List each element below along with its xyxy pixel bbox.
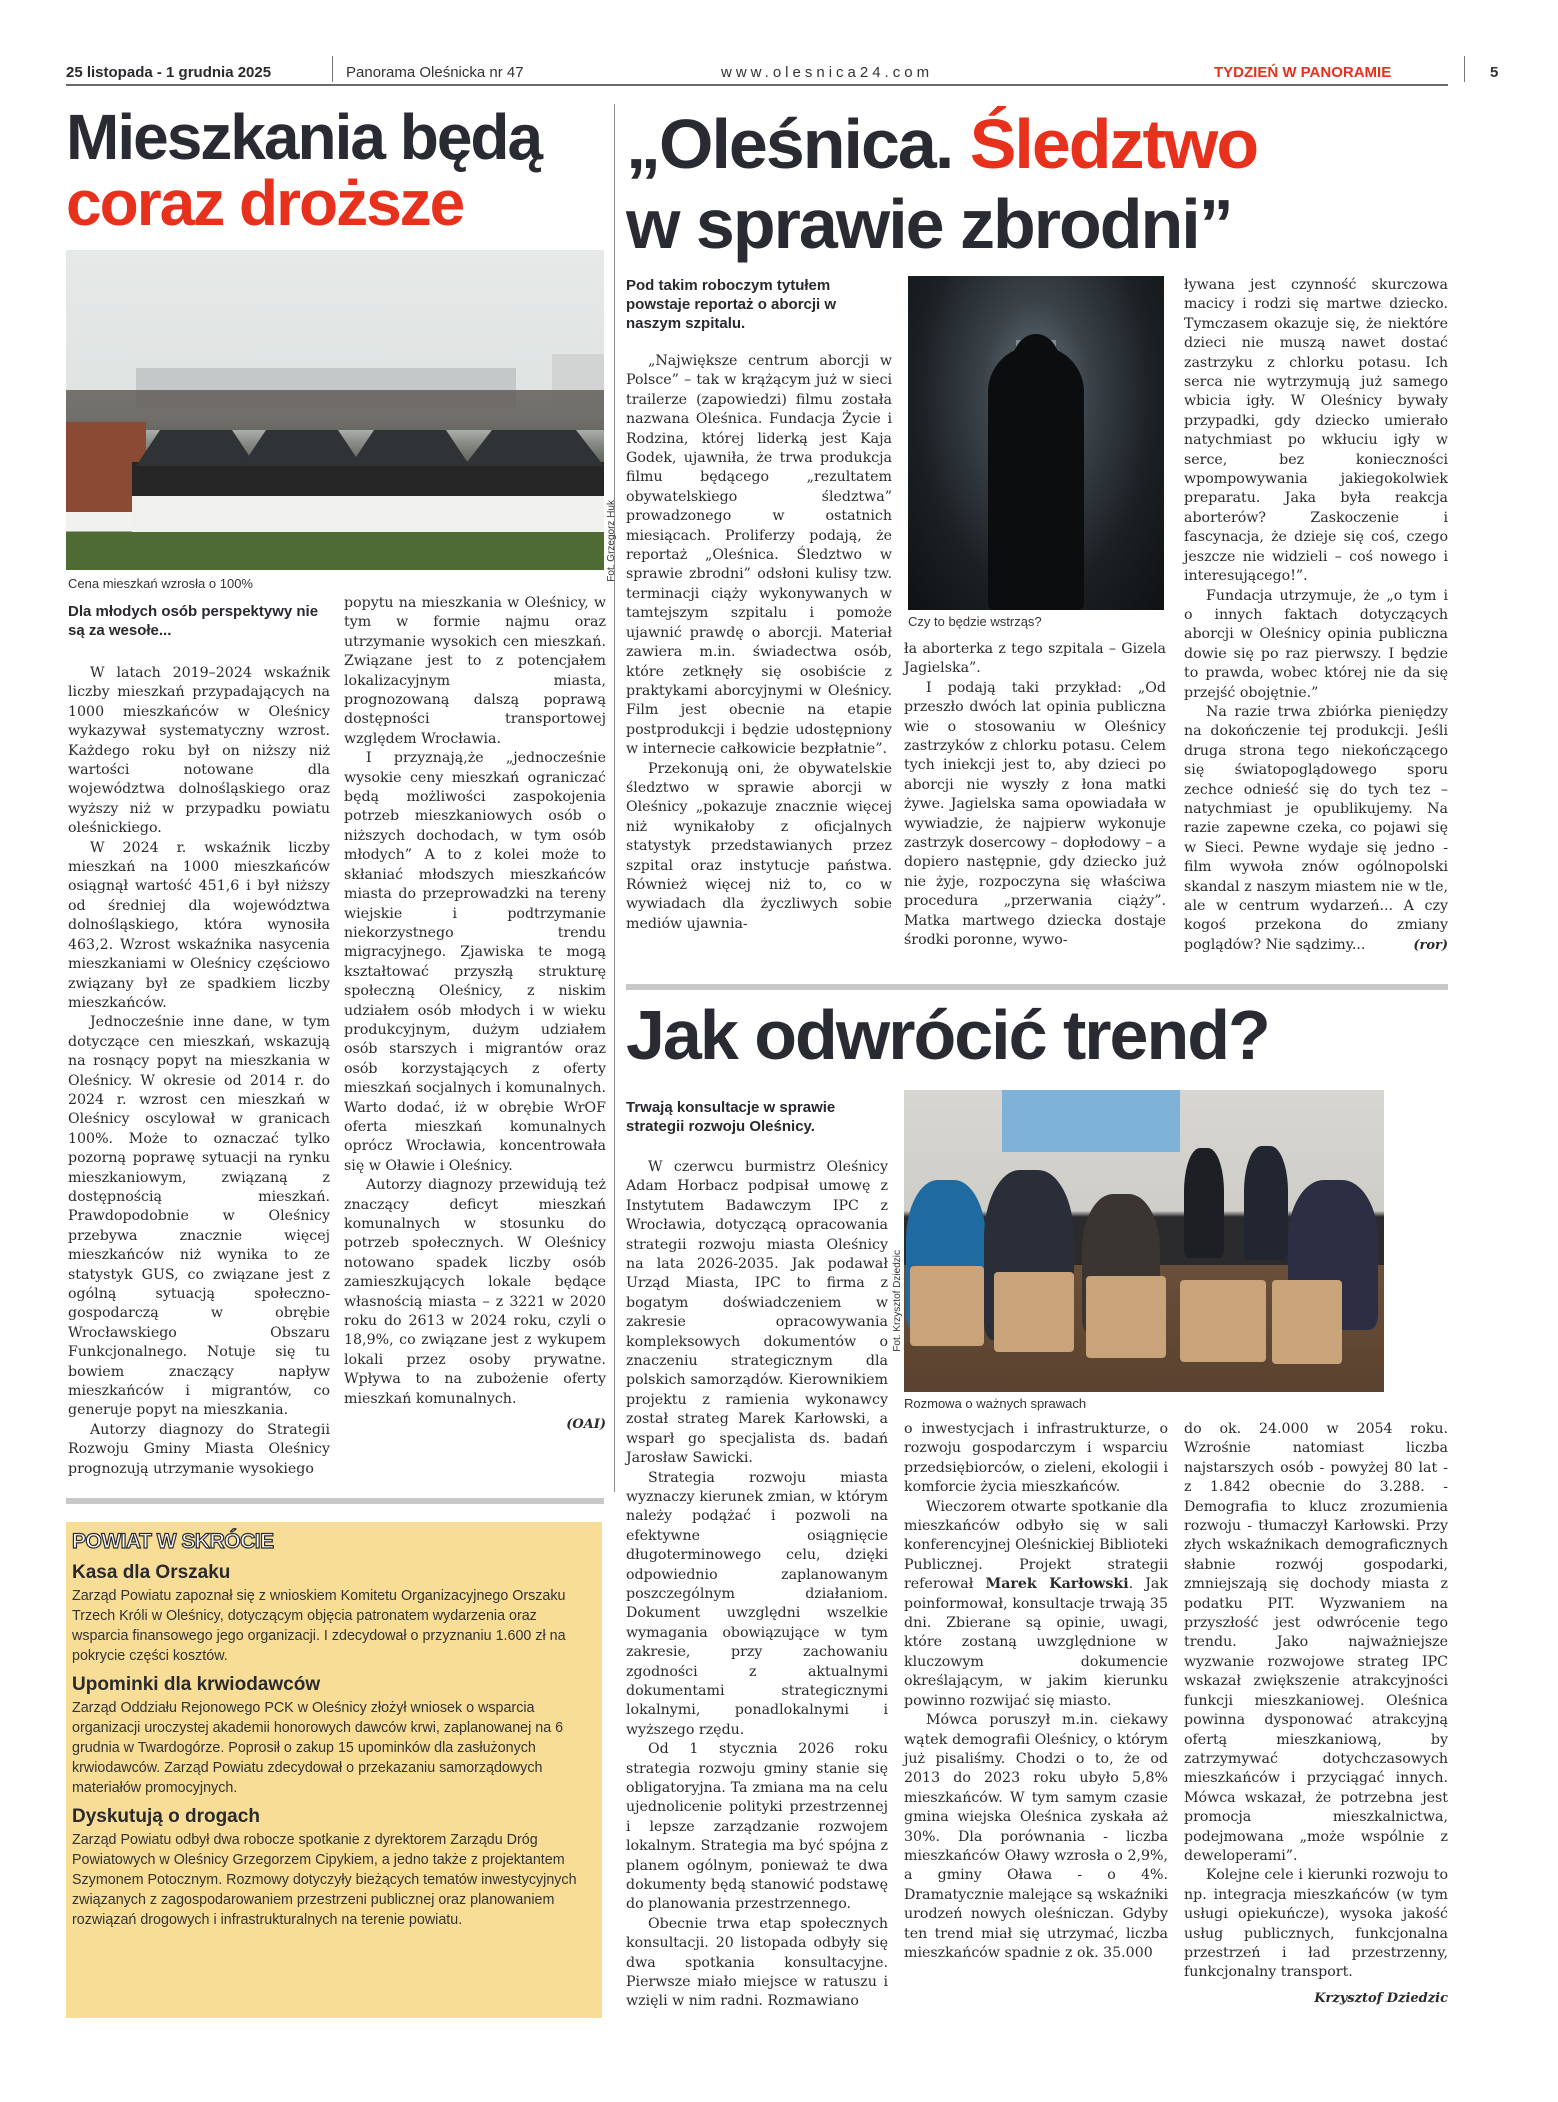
headline-part: „Oleśnica.	[626, 105, 970, 183]
issue-date: 25 listopada - 1 grudnia 2025	[66, 64, 272, 81]
article2-lead: Pod takim roboczym tytułem powstaje reportaż o aborcji w naszym szpitalu.	[626, 277, 837, 332]
news-heading: Dyskutują o drogach	[72, 1806, 260, 1827]
photo-credit: Fot. Krzysztof Dziedzic	[892, 1250, 903, 1352]
meeting-photo	[904, 1090, 1384, 1392]
author-signature: (ror)	[1413, 938, 1448, 954]
paragraph: I przyznają,że „jednocześnie wysokie ceny mieszkań ograniczać będą możliwości zaspokojenia potrzeb mieszkaniowych osób o niższych dochodach, w tym osób młodych” A to z kolei może to skłaniać młodszych mieszkańców miasta do przeprowadzki na tereny wiejskie i podtrzymanie niekorzystnego trendu migracyjnego. Zjawiska te mogą kształtować przyszłą strukturę społeczną Oleśnicy, z niskim udziałem osób młodych i w wieku produkcyjnym, dużym udziałem osób starszych i migrantów oraz osób korzystających z oferty mieszkań socjalnych i komunalnych. Warto dodać, iż w obrębie WrOF oferta mieszkań komunalnych oprócz Wrocławia, koncentrowała się w Oławie i Oleśnicy.	[344, 750, 606, 1174]
website-url[interactable]: www.olesnica24.com	[721, 64, 934, 81]
headline-line: w sprawie zbrodni”	[626, 185, 1232, 263]
article3-lead: Trwają konsultacje w sprawie strategii rozwoju Oleśnicy.	[626, 1099, 836, 1135]
text-span: . Jak poinformował, konsultacje trwają 35 dni. Zbierane są opinie, uwagi, które zostaną uwzględnione w kluczowym dokumencie określającym, w jakim kierunku powinno rozwijać się miasto.	[904, 1576, 1168, 1709]
headline-line-red: coraz droższe	[66, 167, 464, 239]
paragraph: Obecnie trwa etap społecznych konsultacji. 20 listopada odbyły się dwa spotkania konsultacyjne. Pierwsze miało miejsce w ratuszu i wzięli w nim radni. Rozmawiano	[626, 1915, 888, 2010]
paragraph	[904, 1498, 1168, 1711]
page-number: 5	[1490, 64, 1499, 81]
paragraph: Mówca poruszył m.in. ciekawy wątek demografii Oleśnicy, o którym już pisaliśmy. Chodzi o to, że od 2013 do 2023 roku ubyło 5,8% mieszkańców. W tym samym czasie gmina wiejska Oleśnica zyskała aż 30%. Dla porównania - liczba mieszkańców Oławy wzrosła o 2,9%, a gminy Oława - o 4%. Dramatycznie malejące są wskaźniki urodzeń nowych oleśniczan. Gdyby ten trend miał się utrzymać, liczba mieszkańców spadnie z ok. 35.000	[904, 1712, 1168, 1961]
article2-headline	[626, 104, 1466, 264]
article2-column2	[904, 640, 1166, 951]
article3-column1	[626, 1158, 888, 2012]
paragraph: W latach 2019–2024 wskaźnik liczby mieszkań przypadających na 1000 mieszkańców w Oleśnicy wykazywał systematyczny wzrost. Każdego roku był on niższy niż wartości notowane dla województwa dolnośląskiego oraz wyższy niż w przypadku powiatu oleśnickiego.	[68, 665, 330, 837]
section-name: TYDZIEŃ W PANORAMIE	[1214, 64, 1392, 81]
headline-line: Mieszkania będą	[66, 101, 542, 173]
section-divider	[66, 1498, 604, 1504]
article3-column2	[904, 1420, 1168, 1963]
paragraph: I podają taki przykład: „Od przeszło dwóch lat opinia publiczna wie o stosowaniu w Oleśnicy zastrzyków z chlorku potasu. Celem tych iniekcji jest to, aby dzieci po aborcji nie wyszły z łona matki żywe. Jagielska sama opowiadała w wywiadzie, że najpierw wykonuje zastrzyk dosercowy – dopłodowy – a dopiero następnie, gdy dziecko już nie żyje, rozpoczyna się właściwa procedura „przerwania ciąży”. Matka martwego dziecka dostaje środki poronne, wywo-	[904, 679, 1166, 949]
paragraph: do ok. 24.000 w 2054 roku. Wzrośnie natomiast liczba najstarszych osób - powyżej 80 lat - z 1.842 obecnie do 3.288. - Demografia to klucz zrozumienia rozwoju - tłumaczył Karłowski. Przy złych wskaźnikach demograficznych słabnie rozwój gospodarki, zmniejszają się dochody miasta z podatku PIT. Wyzwaniem na przyszłość jest odwrócenie tego trendu. Jako najważniejsze wyzwanie rozwojowe strateg IPC wskazał zwiększenie atrakcyjności funkcji mieszkaniowej. Oleśnica powinna dysponować atrakcyjną ofertą mieszkaniową, by zatrzymywać dotychczasowych mieszkańców i przyciągać innych. Mówca wskazał, że potrzebna jest promocja mieszkalnictwa, podejmowana „może wspólnie z deweloperami”.	[1184, 1421, 1448, 1864]
text-span: Wieczorem otwarte spotkanie dla mieszkańców odbyło się w sali konferencyjnej Oleśnickiej Biblioteki Publicznej. Projekt strategii referował	[904, 1498, 1168, 1593]
photo-caption: Czy to będzie wstrząs?	[908, 614, 1042, 629]
paragraph: „Największe centrum aborcji w Polsce” – tak w krążącym już w sieci trailerze (zapowiedzi) filmu została nazwana Oleśnica. Fundacja Życie i Rodzina, której liderką jest Kaja Godek, ujawniła, że trwa produkcja filmu będącego „rezultatem obywatelskiego śledztwa” prowadzonego w ostatnich miesiącach. Proliferzy podają, że reportaż „Oleśnica. Śledztwo w sprawie zbrodni” odsłoni kulisy tzw. terminacji ciąży wykonywanych w tamtejszym szpitalu i pomoże ujawnić prawdę o aborcji. Materiał zawiera m.in. świadectwa osób, które zetknęły się osobiście z praktykami aborcyjnymi w Oleśnicy. Film jest obecnie na etapie postprodukcji i będzie udostępniony w internecie całkowicie bezpłatnie”.	[626, 353, 892, 758]
news-heading: Upominki dla krwiodawców	[72, 1674, 321, 1695]
paragraph: popytu na mieszkania w Oleśnicy, w tym w formie najmu oraz utrzymanie wysokich cen mieszkań. Związane jest to z potencjałem lokalizacyjnym miasta, prognozowaną dalszą poprawą dostępności transportowej względem Wrocławia.	[344, 595, 606, 747]
header-divider	[332, 56, 333, 82]
powiat-news-box	[66, 1522, 602, 2018]
news-body: Zarząd Powiatu odbył dwa robocze spotkanie z dyrektorem Zarządu Dróg Powiatowych w Oleśnicy Grzegorzem Cipykiem, a jedno także z projektantem Szymonem Potocznym. Rozmowy dotyczyły bieżących tematów inwestycyjnych związanych z zagospodarowaniem przestrzeni publicznej oraz planowaniem rozwiązań drogowych i infrastrukturalnych na terenie powiatu.	[72, 1832, 577, 1928]
paragraph: ływana jest czynność skurczowa macicy i rodzi się martwe dziecko. Tymczasem okazuje się, że niektóre dzieci nie muszą nawet dostać zastrzyku z chlorku potasu. Ich serca nie wytrzymują już samego wbicia igły. W Oleśnicy bywały przypadki, gdy dziecko umierało natychmiast po wkłuciu igły w serce, bez konieczności wpompowywania jakiegokolwiek preparatu. Jaka była reakcja aborterów? Zaskoczenie i fascynacja, że dzieje się coś, czego jeszcze nie widzieli – coś nowego i interesującego!”.	[1184, 277, 1448, 585]
publication-name: Panorama Oleśnicka nr 47	[346, 64, 524, 81]
author-signature: Krzysztof Dziedzic	[1314, 1990, 1448, 2006]
housing-photo	[66, 250, 604, 570]
paragraph: Przekonują oni, że obywatelskie śledztwo w sprawie aborcji w Oleśnicy „pokazuje znacznie więcej niż wynikałoby z oficjalnych statystyk przedstawianych przez szpital oraz instytucje państwa. Również więcej niż to, co w wywiadach dla życzliwych sobie mediów ujawnia-	[626, 760, 892, 932]
paragraph: W 2024 r. wskaźnik liczby mieszkań na 1000 mieszkańców osiągnął wartość 451,6 i był niższy od średniej dla województwa dolnośląskiego, która wynosiła 463,2. Wzrost wskaźnika nasycenia mieszkaniami w Oleśnicy częściowo związany był ze spadkiem liczby mieszkańców.	[68, 839, 330, 1011]
paragraph: ła aborterka z tego szpitala – Gizela Jagielska”.	[904, 641, 1166, 677]
author-signature: (OAI)	[566, 1417, 606, 1433]
corridor-photo	[908, 276, 1164, 610]
article2-column1	[626, 352, 892, 934]
news-heading: Kasa dla Orszaku	[72, 1562, 231, 1583]
photo-caption: Cena mieszkań wzrosła o 100%	[68, 576, 253, 591]
column-divider	[614, 104, 615, 1492]
paragraph: Fundacja utrzymuje, że „o tym i o innych faktach dotyczących aborcji w Oleśnicy opinia publiczna dowie się po raz pierwszy. I będzie to prawda, wobec której nie da się przejść obojętnie.”	[1184, 587, 1448, 701]
speaker-name: Marek Karłowski	[985, 1576, 1129, 1593]
article1-column2	[344, 594, 606, 1434]
paragraph: Jednocześnie inne dane, w tym dotyczące cen mieszkań, wskazują na rosnący popyt na mieszkania w Oleśnicy. W okresie od 2014 r. do 2024 r. wzrost cen mieszkań w Oleśnicy oscylował w granicach 100%. Może to oznaczać tylko pozorną poprawę sytuacji na rynku mieszkaniowym, związaną z dostępnością mieszkań. Prawdopodobnie w Oleśnicy przebywa znacznie więcej mieszkańców niż wynika to ze statystyk GUS, co związane jest z ogólną sytuacją społeczno-gospodarczą w obrębie Wrocławskiego Obszaru Funkcjonalnego. Notuje się tu bowiem znaczący napływ mieszkańców i migrantów, co generuje popyt na mieszkania.	[68, 1014, 330, 1419]
article3-headline: Jak odwrócić trend?	[626, 996, 1269, 1074]
article3-column3	[1184, 1420, 1448, 2008]
news-body: Zarząd Powiatu zapoznał się z wnioskiem Komitetu Organizacyjnego Orszaku Trzech Króli w Oleśnicy, dotyczącym objęcia patronatem wydarzenia oraz wsparcia finansowego jego organizacji. I zdecydował o przyznaniu 1.600 zł na pokrycie części kosztów.	[72, 1588, 566, 1664]
news-body: Zarząd Oddziału Rejonowego PCK w Oleśnicy złożył wniosek o wsparcia organizacji uroczystej akademii honorowych dawców krwi, zaplanowanej na 6 grudnia w Twardogórze. Poprosił o zakup 15 upominków dla zasłużonych krwiodawców. Zarząd Powiatu zdecydował o przekazaniu samorządowych materiałów promocyjnych.	[72, 1700, 564, 1796]
header-divider	[1464, 56, 1465, 82]
paragraph: Strategia rozwoju miasta wyznaczy kierunek zmian, w którym należy podążać i pozwoli na efektywne osiągnięcie długoterminowego celu, dzięki odpowiednio zaplanowanym poszczególnym działaniom. Dokument uwzględni wszelkie wymagania obowiązujące w tym zakresie, przy zachowaniu zgodności z aktualnymi dokumentami strategicznymi lokalnymi, ponadlokalnymi i wyższego rzędu.	[626, 1469, 888, 1738]
headline-part-red: Śledztwo	[969, 105, 1258, 183]
photo-credit: Fot. Grzegorz Huk	[606, 500, 617, 582]
paragraph: o inwestycjach i infrastrukturze, o rozwoju gospodarczym i wsparciu przedsiębiorców, o zieleni, ekologii i komforcie życia mieszkańców.	[904, 1421, 1168, 1496]
photo-caption: Rozmowa o ważnych sprawach	[904, 1396, 1087, 1411]
article2-column3	[1184, 276, 1448, 956]
page-header	[66, 62, 1499, 86]
paragraph: Od 1 stycznia 2026 roku strategia rozwoju gminy stanie się obligatoryjna. Ta zmiana ma na celu ujednolicenie polityki przestrzennej i lepsze zarządzanie rozwojem lokalnym. Strategia ma być spójna z planem ogólnym, ponieważ te dwa dokumenty będą stanowić podstawę do planowania przestrzennego.	[626, 1741, 888, 1913]
paragraph: Autorzy diagnozy do Strategii Rozwoju Gminy Miasta Oleśnicy prognozują utrzymanie wysokiego	[68, 1421, 330, 1477]
paragraph: Autorzy diagnozy przewidują też znaczący deficyt mieszkań komunalnych w stosunku do potrzeb społecznych. W Oleśnicy notowano spadek liczby osób zamieszkujących lokale będące własnością miasta – z 3221 w 2020 roku do 2613 w 2024 roku, czyli o 18,9%, co związane jest z wykupem lokali przez osoby prywatne. Wpływa to na zubożenie oferty mieszkań komunalnych.	[344, 1177, 606, 1407]
paragraph: Kolejne cele i kierunki rozwoju to np. integracja mieszkańców (w tym usługi opiekuńcze), wysoka jakość usług publicznych, funkcjonalna przestrzeń i ład przestrzenny, funkcjonalny transport.	[1184, 1867, 1448, 1981]
section-divider	[626, 984, 1448, 990]
paragraph: Na razie trwa zbiórka pieniędzy na dokończenie tej produkcji. Jeśli druga strona tego niekończącego się światopoglądowego sporu zechce odnieść się do tych tez – natychmiast je opublikujemy. Na razie zapewne czeka, co pojawi się w Sieci. Pewne wydaje się jedno - film wywoła znów ogólnopolski skandal z naszym miastem nie w tle, ale w centrum wydarzeń... A czy kogoś przekona do zmiany poglądów? Nie sądzimy...	[1184, 703, 1448, 953]
paragraph: W czerwcu burmistrz Oleśnicy Adam Horbacz podpisał umowę z Instytutem Badawczym IPC z Wrocławia, dotyczącą opracowania strategii rozwoju miasta Oleśnicy na lata 2026-2035. Jak podawał Urząd Miasta, IPC to firma z bogatym doświadczeniem w zakresie opracowywania kompleksowych dokumentów o znaczeniu strategicznym dla polskich samorządów. Kierownikiem projektu z ramienia wykonawcy został strateg Marek Karłowski, a wsparł go specjalista ds. badań Jarosław Sawicki.	[626, 1159, 888, 1467]
article1-lead: Dla młodych osób perspektywy nie są za wesołe...	[68, 603, 319, 639]
box-title: POWIAT W SKRÓCIE	[72, 1530, 274, 1553]
article1-headline	[66, 101, 606, 239]
article1-column1	[68, 664, 330, 1479]
